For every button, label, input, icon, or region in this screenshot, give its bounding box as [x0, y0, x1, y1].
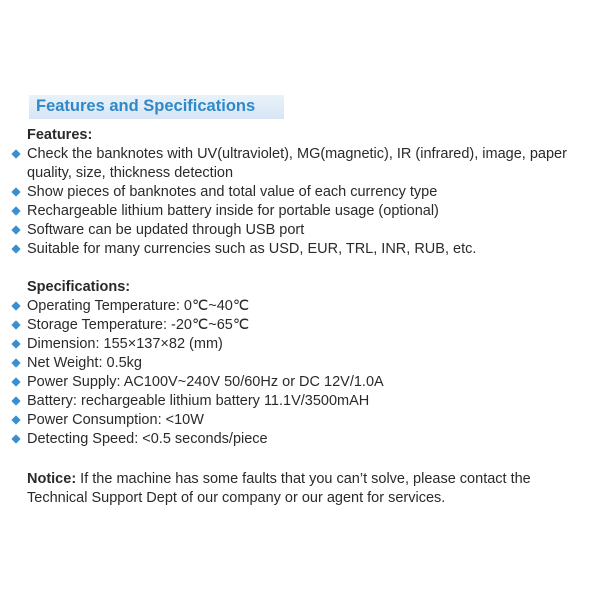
feature-text: Show pieces of banknotes and total value of each currency type: [27, 184, 438, 200]
specifications-title: Specifications:: [27, 279, 131, 295]
notice-text: If the machine has some faults that you can’t solve, please contact the Technical Support Dept of our company or our agent for services.: [27, 471, 531, 506]
diamond-bullet-icon: [11, 358, 20, 367]
spec-text: Storage Temperature: -20℃~65℃: [27, 317, 250, 333]
feature-item: [10, 183, 595, 202]
spec-item: [10, 354, 595, 373]
diamond-bullet-icon: [11, 339, 20, 348]
spec-item: [10, 430, 595, 449]
diamond-bullet-icon: [11, 149, 20, 158]
diamond-bullet-icon: [11, 434, 20, 443]
diamond-bullet-icon: [11, 244, 20, 253]
spec-item: [10, 316, 595, 335]
notice-label: Notice:: [27, 471, 77, 487]
features-block: [10, 126, 595, 259]
spec-item: [10, 297, 595, 316]
feature-text: Suitable for many currencies such as USD, EUR, TRL, INR, RUB, etc.: [27, 241, 477, 257]
feature-text: Software can be updated through USB port: [27, 222, 305, 238]
spec-text: Net Weight: 0.5kg: [27, 355, 142, 371]
diamond-bullet-icon: [11, 225, 20, 234]
diamond-bullet-icon: [11, 377, 20, 386]
feature-item: [10, 240, 595, 259]
features-title: Features:: [27, 127, 93, 143]
spec-item: [10, 335, 595, 354]
diamond-bullet-icon: [11, 301, 20, 310]
diamond-bullet-icon: [11, 396, 20, 405]
notice-paragraph: [27, 470, 587, 508]
spec-item: [10, 373, 595, 392]
section-title: Features and Specifications: [36, 97, 256, 115]
specifications-block: [10, 278, 595, 449]
feature-item: [10, 221, 595, 240]
diamond-bullet-icon: [11, 415, 20, 424]
spec-text: Power Consumption: <10W: [27, 412, 204, 428]
spec-text: Battery: rechargeable lithium battery 11.1V/3500mAH: [27, 393, 370, 409]
section-header: [29, 95, 284, 119]
diamond-bullet-icon: [11, 320, 20, 329]
feature-item: [10, 202, 595, 221]
diamond-bullet-icon: [11, 187, 20, 196]
spec-text: Power Supply: AC100V~240V 50/60Hz or DC 12V/1.0A: [27, 374, 384, 390]
feature-text: Check the banknotes with UV(ultraviolet), MG(magnetic), IR (infrared), image, paper quality, size, thickness detection: [27, 146, 567, 181]
diamond-bullet-icon: [11, 206, 20, 215]
spec-item: [10, 392, 595, 411]
feature-text: Rechargeable lithium battery inside for portable usage (optional): [27, 203, 439, 219]
spec-item: [10, 411, 595, 430]
spec-text: Operating Temperature: 0℃~40℃: [27, 298, 250, 314]
spec-text: Dimension: 155×137×82 (mm): [27, 336, 223, 352]
feature-item: [10, 145, 595, 183]
spec-text: Detecting Speed: <0.5 seconds/piece: [27, 431, 268, 447]
